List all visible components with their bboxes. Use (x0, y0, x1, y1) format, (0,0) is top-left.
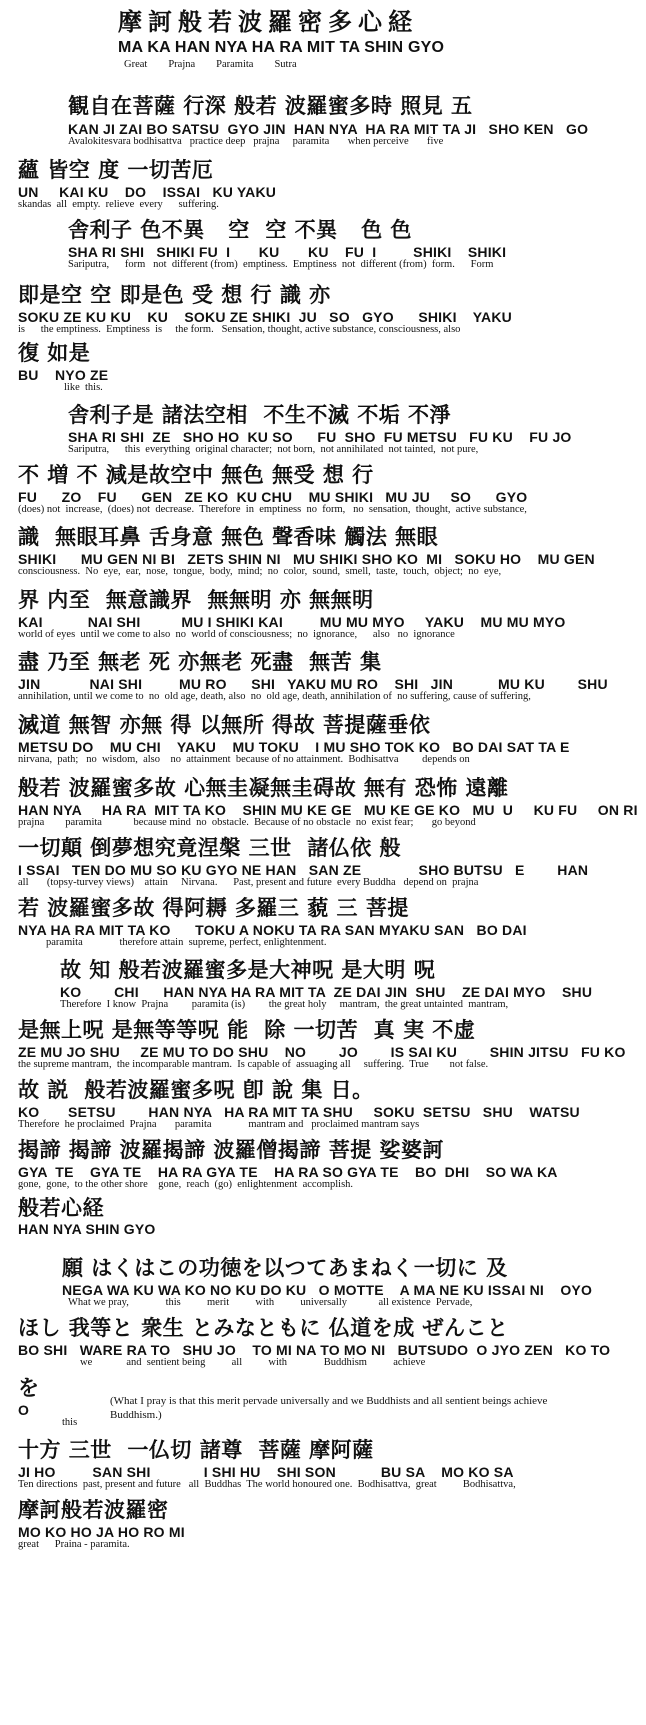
verse-kanji: 故 知 般若波羅蜜多是大神呪 是大明 呪 (60, 958, 436, 982)
verse-kanji: 即是空 空 即是色 受 想 行 識 亦 (18, 283, 331, 307)
verse-english: Sariputra, this everything original character; not born, not annihilated not tainted, not pure, (68, 444, 479, 455)
verse-english: skandas all empty. relieve every suffering. (18, 199, 219, 210)
verse-romaji: ZE MU JO SHU ZE MU TO DO SHU NO JO IS SAI KU SHIN JITSU FU KO (18, 1044, 626, 1060)
verse-english: gone, gone, to the other shore gone, reach (go) enlightenment accomplish. (18, 1179, 354, 1190)
verse-english: Therefore I know Prajna paramita (is) the great holy mantram, the great untainted mantram, (60, 999, 509, 1010)
verse-english: like this. (64, 382, 103, 393)
verse-english: (does) not increase, (does) not decrease. Therefore in emptiness no form, no sensation, thought, active substance, (18, 504, 527, 515)
verse-kanji: 観自在菩薩 行深 般若 波羅蜜多時 照見 五 (68, 94, 473, 118)
verse-romaji: JI HO SAN SHI I SHI HU SHI SON BU SA MO KO SA (18, 1464, 514, 1480)
verse-kanji: ほし 我等と 衆生 とみなともに 仏道を成 ぜんこと (18, 1316, 509, 1340)
verse-romaji: KO CHI HAN NYA HA RA MIT TA ZE DAI JIN SHU ZE DAI MYO SHU (60, 984, 593, 1000)
verse-romaji: HAN NYA HA RA MIT TA KO SHIN MU KE GE MU KE GE KO MU U KU FU ON RI (18, 802, 638, 818)
verse-kanji: 滅道 無智 亦無 得 以無所 得故 菩提薩垂依 (18, 713, 431, 737)
verse-kanji: 舎利子是 諸法空相 不生不滅 不垢 不淨 (68, 403, 452, 427)
verse-romaji: BU NYO ZE (18, 367, 109, 383)
verse-kanji: を (18, 1376, 40, 1400)
verse-english: prajna paramita because mind no obstacle. Because of no obstacle no exist fear; go beyond (18, 817, 476, 828)
verse-kanji: 是無上呪 是無等等呪 能 除 一切苦 真 実 不虚 (18, 1018, 476, 1042)
verse-kanji: 一切顛 倒夢想究竟涅槃 三世 諸仏依 般 (18, 836, 402, 860)
verse-kanji: 揭諦 揭諦 波羅揭諦 波羅僧揭諦 菩提 娑婆訶 (18, 1138, 445, 1162)
verse-kanji: 舎利子 色不異 空 空 不異 色 色 (68, 218, 412, 242)
verse-english: nirvana, path; no wisdom, also no attainment because of no attainment. Bodhisattva depends on (18, 754, 470, 765)
verse-english: consciousness. No eye, ear, nose, tongue, body, mind; no color, sound, smell, taste, touch, object; no eye, (18, 566, 502, 577)
verse-romaji: HAN NYA SHIN GYO (18, 1221, 156, 1237)
verse-english: the supreme mantram, the incomparable mantram. Is capable of assuaging all suffering. True not false. (18, 1059, 489, 1070)
verse-english: all (topsy-turvey views) attain Nirvana. Past, present and future every Buddha depend on prajna (18, 877, 479, 888)
verse-kanji: 復 如是 (18, 341, 91, 365)
sutra-title-kanji: 摩訶般若波羅密多心経 (118, 8, 418, 36)
verse-kanji: 不 増 不 減是故空中 無色 無受 想 行 (18, 463, 374, 487)
verse-english: Avalokitesvara bodhisattva practice deep prajna paramita when perceive five (68, 136, 444, 147)
verse-english: great Praina - paramita. (18, 1539, 130, 1550)
verse-english: Ten directions past, present and future all Buddhas The world honoured one. Bodhisattva, great Bodhisattva, (18, 1479, 516, 1490)
verse-english: this (62, 1417, 78, 1428)
verse-romaji: KO SETSU HAN NYA HA RA MIT TA SHU SOKU SETSU SHU WATSU (18, 1104, 580, 1120)
verse-romaji: MO KO HO JA HO RO MI (18, 1524, 185, 1540)
verse-romaji: METSU DO MU CHI YAKU MU TOKU I MU SHO TOK KO BO DAI SAT TA E (18, 739, 570, 755)
verse-kanji: 識 無眼耳鼻 舌身意 無色 聲香味 觸法 無眼 (18, 525, 439, 549)
verse-romaji: GYA TE GYA TE HA RA GYA TE HA RA SO GYA TE BO DHI SO WA KA (18, 1164, 558, 1180)
verse-english: Sariputra, form not different (from) emptiness. Emptiness not different (from) form. Form (68, 259, 494, 270)
verse-kanji: 般若心経 (18, 1196, 104, 1220)
verse-romaji: KAN JI ZAI BO SATSU GYO JIN HAN NYA HA RA MIT TA JI SHO KEN GO (68, 121, 589, 137)
verse-romaji: UN KAI KU DO ISSAI KU YAKU (18, 184, 277, 200)
sutra-title-english: Great Prajna Paramita Sutra (124, 59, 297, 70)
verse-kanji: 若 波羅蜜多故 得阿耨 多羅三 藐 三 菩提 (18, 896, 409, 920)
verse-english: is the emptiness. Emptiness is the form. Sensation, thought, active substance, consciousness, also (18, 324, 461, 335)
verse-kanji: 摩訶般若波羅密 (18, 1498, 169, 1522)
verse-english: annihilation, until we come to no old age, death, also no old age, death, annihilation of no suffering, cause of suffering, (18, 691, 531, 702)
verse-kanji: 蘊 皆空 度 一切苦厄 (18, 158, 214, 182)
verse-romaji: SOKU ZE KU KU KU SOKU ZE SHIKI JU SO GYO SHIKI YAKU (18, 309, 512, 325)
verse-romaji: I SSAI TEN DO MU SO KU GYO NE HAN SAN ZE SHO BUTSU E HAN (18, 862, 589, 878)
verse-kanji: 界 内至 無意識界 無無明 亦 無無明 (18, 588, 374, 612)
verse-kanji: 故 説 般若波羅蜜多呪 卽 說 集 日。 (18, 1078, 374, 1102)
verse-kanji: 十方 三世 一仏切 諸尊 菩薩 摩阿薩 (18, 1438, 374, 1462)
verse-english: world of eyes until we come to also no world of consciousness; no ignorance, also no ignorance (18, 629, 455, 640)
verse-english: What we pray, this merit with universally all existence Pervade, (68, 1297, 473, 1308)
verse-english: we and sentient being all with Buddhism achieve (80, 1357, 426, 1368)
verse-romaji: JIN NAI SHI MU RO SHI YAKU MU RO SHI JIN MU KU SHU (18, 676, 608, 692)
verse-kanji: 願 はくはこの功徳を以つてあまねく一切に 及 (62, 1256, 508, 1280)
verse-english: Therefore he proclaimed Prajna paramita mantram and proclaimed mantram says (18, 1119, 420, 1130)
verse-romaji: SHIKI MU GEN NI BI ZETS SHIN NI MU SHIKI SHO KO MI SOKU HO MU GEN (18, 551, 595, 567)
verse-kanji: 盡 乃至 無老 死 亦無老 死盡 無苦 集 (18, 650, 382, 674)
verse-romaji: O (18, 1402, 30, 1418)
verse-romaji: BO SHI WARE RA TO SHU JO TO MI NA TO MO NI BUTSUDO O JYO ZEN KO TO (18, 1342, 611, 1358)
translation-note: (What I pray is that this merit pervade universally and we Buddhists and all sentient beings achieve Buddhism.) (110, 1395, 548, 1421)
sutra-title-romaji: MA KA HAN NYA HA RA MIT TA SHIN GYO (118, 39, 445, 56)
verse-romaji: SHA RI SHI SHIKI FU I KU KU FU I SHIKI SHIKI (68, 244, 507, 260)
verse-romaji: KAI NAI SHI MU I SHIKI KAI MU MU MYO YAKU MU MU MYO (18, 614, 566, 630)
verse-english: paramita therefore attain supreme, perfect, enlightenment. (46, 937, 327, 948)
verse-romaji: NYA HA RA MIT TA KO TOKU A NOKU TA RA SAN MYAKU SAN BO DAI (18, 922, 527, 938)
verse-romaji: NEGA WA KU WA KO NO KU DO KU O MOTTE A MA NE KU ISSAI NI OYO (62, 1282, 593, 1298)
verse-romaji: FU ZO FU GEN ZE KO KU CHU MU SHIKI MU JU SO GYO (18, 489, 528, 505)
verse-romaji: SHA RI SHI ZE SHO HO KU SO FU SHO FU METSU FU KU FU JO (68, 429, 572, 445)
verse-kanji: 般若 波羅蜜多故 心無圭凝無圭碍故 無有 恐怖 遠離 (18, 776, 509, 800)
